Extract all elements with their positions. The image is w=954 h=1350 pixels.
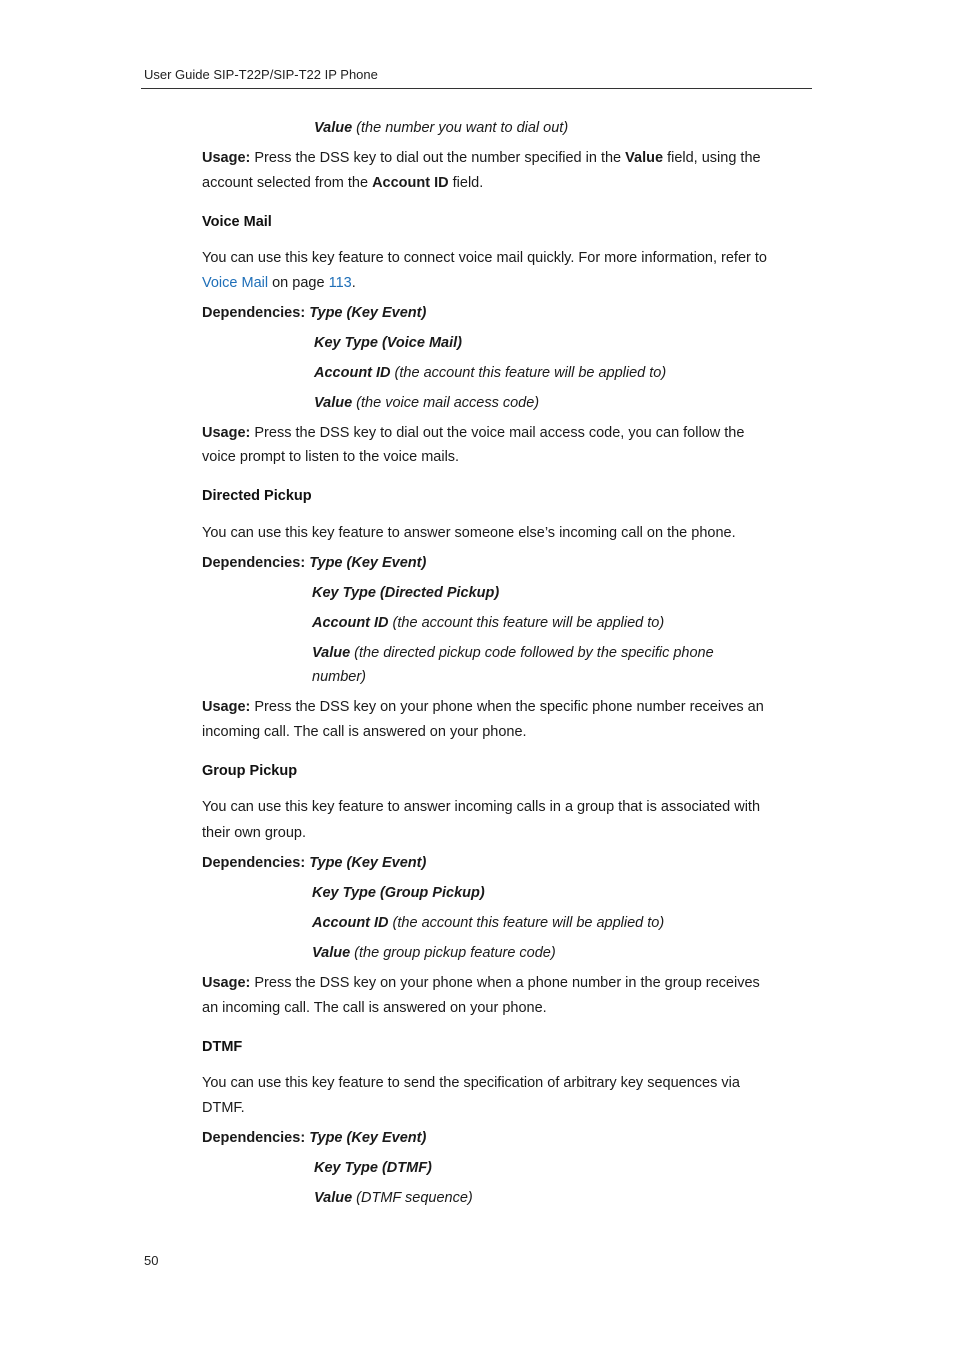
dependencies-label: Dependencies:: [202, 855, 306, 871]
account-id-description: (the account this feature will be applied to): [388, 615, 665, 631]
value-dependency: [312, 944, 556, 962]
value-dependency: [314, 1189, 473, 1207]
account-id-label: Account ID: [314, 365, 391, 381]
value-description: (the group pickup feature code): [350, 945, 556, 961]
voice-mail-description: [202, 274, 356, 292]
directed-pickup-description: You can use this key feature to answer someone else’s incoming call on the phone.: [202, 525, 736, 541]
value-dependency: [314, 394, 539, 412]
dependencies-line: [202, 1129, 426, 1147]
usage-line: [202, 424, 744, 442]
dtmf-description: You can use this key feature to send the specification of arbitrary key sequences via: [202, 1075, 740, 1091]
account-id-label: Account ID: [312, 915, 389, 931]
usage-line: [202, 698, 764, 716]
page-number: 50: [144, 1253, 159, 1268]
usage-label: Usage:: [202, 150, 251, 166]
account-id-description: (the account this feature will be applied to): [390, 365, 667, 381]
key-type-dependency: Key Type (Voice Mail): [314, 335, 462, 351]
account-id-description: (the account this feature will be applied to): [388, 915, 665, 931]
group-pickup-description: their own group.: [202, 825, 306, 841]
type-dependency: Type (Key Event): [309, 855, 427, 871]
section-heading-dtmf: DTMF: [202, 1039, 243, 1055]
section-heading-voice-mail: Voice Mail: [202, 214, 272, 230]
dtmf-description: DTMF.: [202, 1100, 245, 1116]
usage-line: [202, 174, 483, 192]
account-id-field-ref: Account ID: [372, 175, 449, 191]
account-id-label: Account ID: [312, 615, 389, 631]
dependencies-line: [202, 854, 426, 872]
usage-label: Usage:: [202, 975, 251, 991]
usage-line: [202, 974, 760, 992]
value-label: Value: [312, 645, 351, 661]
usage-text: Press the DSS key to dial out the number specified in the: [250, 150, 626, 166]
value-label: Value: [314, 395, 353, 411]
dependencies-label: Dependencies:: [202, 555, 306, 571]
value-description: (DTMF sequence): [352, 1190, 473, 1206]
value-label: Value: [314, 1190, 353, 1206]
usage-text: field.: [448, 175, 484, 191]
usage-text: field, using the: [663, 150, 761, 166]
account-id-dependency: [312, 914, 664, 932]
type-dependency: Type (Key Event): [309, 1130, 427, 1146]
description-text: on page: [268, 275, 329, 291]
key-type-dependency: Key Type (DTMF): [314, 1160, 432, 1176]
header-divider: [141, 88, 812, 89]
usage-line: an incoming call. The call is answered on your phone.: [202, 1000, 547, 1016]
usage-text: Press the DSS key to dial out the voice mail access code, you can follow the: [250, 425, 745, 441]
page-link[interactable]: 113: [328, 275, 352, 291]
usage-line: incoming call. The call is answered on your phone.: [202, 724, 527, 740]
value-description: (the voice mail access code): [352, 395, 540, 411]
dependencies-label: Dependencies:: [202, 1130, 306, 1146]
usage-line: [202, 149, 761, 167]
voice-mail-description: You can use this key feature to connect voice mail quickly. For more information, refer to: [202, 250, 767, 266]
value-description: (the number you want to dial out): [352, 120, 569, 136]
key-type-dependency: Key Type (Directed Pickup): [312, 585, 500, 601]
value-dependency: [312, 644, 714, 662]
value-label: Value: [314, 120, 353, 136]
account-id-dependency: [314, 364, 666, 382]
usage-label: Usage:: [202, 425, 251, 441]
key-type-dependency: Key Type (Group Pickup): [312, 885, 485, 901]
value-field-ref: Value: [625, 150, 664, 166]
value-line: [314, 119, 568, 137]
usage-text: Press the DSS key on your phone when the specific phone number receives an: [250, 699, 764, 715]
dependencies-line: [202, 554, 426, 572]
description-text: .: [351, 275, 356, 291]
value-description: (the directed pickup code followed by the specific phone: [350, 645, 714, 661]
usage-text: account selected from the: [202, 175, 373, 191]
running-header: User Guide SIP-T22P/SIP-T22 IP Phone: [144, 67, 378, 82]
type-dependency: Type (Key Event): [309, 305, 427, 321]
usage-label: Usage:: [202, 699, 251, 715]
account-id-dependency: [312, 614, 664, 632]
group-pickup-description: You can use this key feature to answer incoming calls in a group that is associated with: [202, 799, 761, 815]
section-heading-directed-pickup: Directed Pickup: [202, 488, 312, 504]
voice-mail-link[interactable]: Voice Mail: [202, 275, 269, 291]
usage-text: Press the DSS key on your phone when a phone number in the group receives: [250, 975, 760, 991]
section-heading-group-pickup: Group Pickup: [202, 763, 298, 779]
value-label: Value: [312, 945, 351, 961]
dependencies-label: Dependencies:: [202, 305, 306, 321]
value-description-cont: number): [312, 669, 366, 685]
dependencies-line: [202, 304, 426, 322]
usage-line: voice prompt to listen to the voice mails.: [202, 449, 460, 465]
type-dependency: Type (Key Event): [309, 555, 427, 571]
